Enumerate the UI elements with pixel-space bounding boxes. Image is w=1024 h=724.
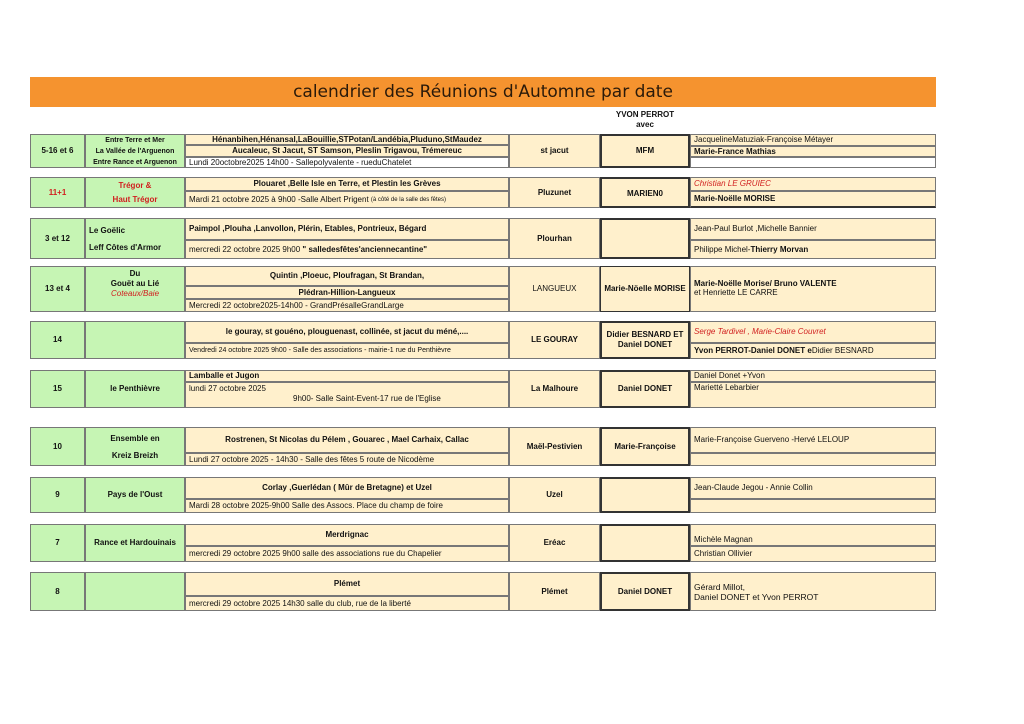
column-header-line2: avec [636, 120, 654, 129]
responsables [690, 266, 936, 312]
region-name [85, 218, 185, 259]
meeting-date: Lundi 27 octobre 2025 - 14h30 - Salle des fêtes 5 route de Nicodème [185, 453, 509, 466]
responsables [690, 572, 936, 611]
responsables: Daniel Donet +Yvon [690, 370, 936, 382]
row-number: 15 [30, 370, 85, 408]
region-name [85, 134, 185, 168]
animator [600, 321, 690, 359]
table-row [30, 427, 936, 466]
responsables-line: et Henriette LE CARRE [694, 288, 778, 297]
row-number: 3 et 12 [30, 218, 85, 259]
animator: MARIEN0 [600, 177, 690, 208]
responsables-line: Daniel DONET et Yvon PERROT [694, 591, 819, 602]
meeting-place: LE GOURAY [509, 321, 600, 359]
region-line: Le Goëlic [89, 225, 126, 235]
communes: Plédran-Hillion-Langueux [185, 286, 509, 299]
region-name [85, 321, 185, 359]
region-name [85, 427, 185, 466]
meeting-date: mercredi 29 octobre 2025 14h30 salle du club, rue de la liberté [185, 596, 509, 611]
table-row [30, 321, 936, 359]
animator [600, 477, 690, 513]
communes: Plémet [185, 572, 509, 596]
meeting-date-place: 9h00- Salle Saint-Event-17 rue de l'Eglise [293, 394, 441, 403]
region-line: Ensemble en [110, 433, 160, 443]
table-row [30, 134, 936, 168]
region-line: Gouët au Lié [110, 279, 160, 288]
table-row [30, 266, 936, 312]
responsables [690, 240, 936, 259]
row-number: 9 [30, 477, 85, 513]
responsables [690, 453, 936, 466]
row-number: 10 [30, 427, 85, 466]
region-line: Trégor & [118, 180, 152, 190]
communes: Merdrignac [185, 524, 509, 546]
responsables-line: Gérard Millot, [694, 581, 746, 592]
region-line: Entre Rance et Arguenon [93, 158, 177, 166]
responsables: Jean-Claude Jegou - Annie Collin [690, 477, 936, 499]
responsables: JacquelineMatuziak-Françoise Métayer [690, 134, 936, 146]
meeting-date-text: mercredi 22 octobre 2025 9h00 [189, 244, 301, 254]
animator: MFM [600, 134, 690, 168]
responsables-part: Philippe Michel- [694, 244, 751, 254]
table-row [30, 572, 936, 611]
region-line: Kreiz Breizh [111, 450, 159, 460]
meeting-place: Plourhan [509, 218, 600, 259]
meeting-date: Lundi 20octobre2025 14h00 - Sallepolyvalente - rueduChatelet [185, 157, 509, 168]
animator: Daniel DONET [600, 572, 690, 611]
responsables: Christian LE GRUIEC [690, 177, 936, 191]
row-number: 7 [30, 524, 85, 562]
region-line: Haut Trégor [112, 194, 158, 204]
region-name: Rance et Hardouinais [85, 524, 185, 562]
meeting-place: LANGUEUX [509, 266, 600, 312]
meeting-date [185, 382, 509, 408]
region-name [85, 266, 185, 312]
responsables-part: Thierry Morvan [750, 244, 809, 254]
responsables [690, 499, 936, 513]
meeting-date: Mercredi 22 octobre2025-14h00 - GrandPrésalleGrandLarge [185, 299, 509, 312]
meeting-date-note: (à côté de la salle des fêtes) [370, 196, 446, 203]
region-line: Leff Côtes d'Armor [89, 242, 162, 252]
meeting-date-place: " salledesfêtes'anciennecantine" [302, 244, 428, 254]
responsables: Marie-France Mathias [690, 146, 936, 157]
animator [600, 524, 690, 562]
meeting-date: Vendredi 24 octobre 2025 9h00 - Salle des associations - mairie-1 rue du Penthièvre [185, 343, 509, 359]
meeting-place: st jacut [509, 134, 600, 168]
region-line: Coteaux/Baie [110, 289, 160, 298]
meeting-place: Eréac [509, 524, 600, 562]
communes: le gouray, st gouéno, plouguenast, collinée, st jacut du méné,.... [185, 321, 509, 343]
region-line: La Vallée de l'Arguenon [95, 147, 175, 155]
responsables [690, 343, 936, 359]
responsables: Jean-Paul Burlot ,Michelle Bannier [690, 218, 936, 240]
responsables: Marie-Noëlle MORISE [690, 191, 936, 208]
animator-line: Didier BESNARD ET [606, 330, 684, 339]
column-header [600, 110, 690, 130]
communes: Plouaret ,Belle Isle en Terre, et Plestin les Grèves [185, 177, 509, 191]
table-row [30, 524, 936, 562]
communes: Hénanbihen,Hénansal,LaBouillie,STPotan/Landébia,Pluduno,StMaudez [185, 134, 509, 145]
communes: Rostrenen, St Nicolas du Pélem , Gouarec , Mael Carhaix, Callac [185, 427, 509, 453]
responsables: Marietté Lebarbier [690, 382, 936, 408]
table-row [30, 177, 936, 208]
meeting-date-text: lundi 27 octobre 2025 [189, 384, 266, 393]
responsables-part: Yvon PERROT-Daniel DONET e [694, 346, 812, 355]
meeting-date: mercredi 29 octobre 2025 9h00 salle des associations rue du Chapelier [185, 546, 509, 562]
animator: Daniel DONET [600, 370, 690, 408]
meeting-place: Pluzunet [509, 177, 600, 208]
region-name: le Penthièvre [85, 370, 185, 408]
table-row [30, 477, 936, 513]
responsables-part: Didier BESNARD [811, 346, 874, 355]
region-name [85, 177, 185, 208]
responsables: Serge Tardivel , Marie-Claire Couvret [690, 321, 936, 343]
responsables [690, 157, 936, 168]
responsables-line: Marie-Noëlle Morise/ Bruno VALENTE [694, 279, 837, 288]
animator-line: Daniel DONET [617, 340, 673, 349]
responsables: Christian Ollivier [690, 546, 936, 562]
communes: Aucaleuc, St Jacut, ST Samson, Pleslin Trigavou, Trémereuc [185, 145, 509, 157]
animator: Marie-Nöelle MORISE [600, 266, 690, 312]
meeting-place: La Malhoure [509, 370, 600, 408]
meeting-place: Uzel [509, 477, 600, 513]
communes: Paimpol ,Plouha ,Lanvollon, Plérin, Etables, Pontrieux, Bégard [185, 218, 509, 240]
meeting-place: Plémet [509, 572, 600, 611]
page-title: calendrier des Réunions d'Automne par date [30, 77, 936, 107]
region-line: Du [129, 269, 141, 278]
meeting-date [185, 191, 509, 208]
communes: Quintin ,Ploeuc, Ploufragan, St Brandan, [185, 266, 509, 286]
communes: Corlay ,Guerlédan ( Mûr de Bretagne) et Uzel [185, 477, 509, 499]
region-name: Pays de l'Oust [85, 477, 185, 513]
table-row [30, 218, 936, 259]
row-number: 13 et 4 [30, 266, 85, 312]
meeting-date: Mardi 28 octobre 2025-9h00 Salle des Assocs. Place du champ de foire [185, 499, 509, 513]
animator [600, 218, 690, 259]
responsables: Michèle Magnan [690, 524, 936, 546]
region-name [85, 572, 185, 611]
row-number: 8 [30, 572, 85, 611]
row-number: 14 [30, 321, 85, 359]
meeting-place: Maël-Pestivien [509, 427, 600, 466]
responsables: Marie-Françoise Guerveno -Hervé LELOUP [690, 427, 936, 453]
meeting-date [185, 240, 509, 259]
row-number: 11+1 [30, 177, 85, 208]
animator: Marie-Françoise [600, 427, 690, 466]
row-number: 5-16 et 6 [30, 134, 85, 168]
meeting-date-text: Mardi 21 octobre 2025 à 9h00 -Salle Albert Prigent [189, 194, 369, 204]
column-header-line1: YVON PERROT [615, 110, 675, 119]
communes: Lamballe et Jugon [185, 370, 509, 382]
region-line: Entre Terre et Mer [105, 136, 165, 144]
table-row [30, 370, 936, 408]
